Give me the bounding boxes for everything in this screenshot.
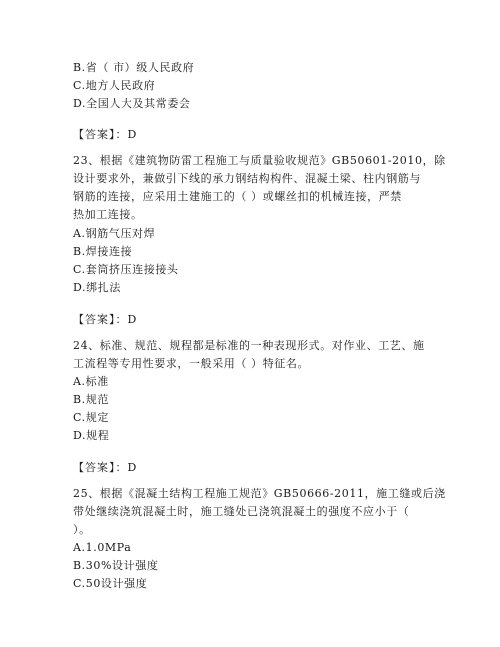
option-b: B.30%设计强度: [73, 559, 159, 572]
option-d: D.规程: [73, 429, 110, 442]
answer-line: 【答案】：D: [73, 313, 138, 326]
question-stem-line: 24、标准、规范、规程都是标准的一种表现形式。对作业、工艺、施: [73, 339, 425, 352]
question-stem-line: 热加工连接。: [73, 208, 143, 221]
option-a: A.1.0MPa: [73, 541, 132, 554]
option-b: B.规范: [73, 393, 109, 406]
question-stem-line: 23、根据《建筑物防雷工程施工与质量验收规范》GB50601-2010，除: [73, 154, 446, 167]
answer-line: 【答案】：D: [73, 461, 138, 474]
option-b: B.省（ 市）级人民政府: [73, 61, 195, 74]
option-c: C.地方人民政府: [73, 79, 156, 92]
option-d: D.全国人大及其常委会: [73, 97, 191, 110]
answer-line: 【答案】：D: [73, 128, 138, 141]
option-a: A.钢筋气压对焊: [73, 227, 156, 240]
question-stem-line: 25、根据《混凝土结构工程施工规范》GB50666-2011，施工缝或后浇: [73, 487, 446, 500]
option-c: C.套筒挤压连接接头: [73, 263, 179, 276]
question-stem-line: 设计要求外，兼做引下线的承力钢结构构件、混凝土梁、柱内钢筋与: [73, 172, 421, 185]
option-c: C.50设计强度: [73, 577, 148, 590]
option-a: A.标准: [73, 375, 109, 388]
option-d: D.绑扎法: [73, 281, 121, 294]
question-stem-line: ）。: [73, 523, 91, 536]
option-c: C.规定: [73, 411, 109, 424]
option-b: B.焊接连接: [73, 245, 133, 258]
question-stem-line: 带处继续浇筑混凝土时，施工缝处已浇筑混凝土的强度不应小于（: [73, 505, 410, 518]
question-stem-line: 钢筋的连接，应采用土建施工的（ ）或螺丝扣的机械连接，严禁: [73, 190, 402, 203]
question-stem-line: 工流程等专用性要求，一般采用（ ）特征名。: [73, 357, 310, 370]
